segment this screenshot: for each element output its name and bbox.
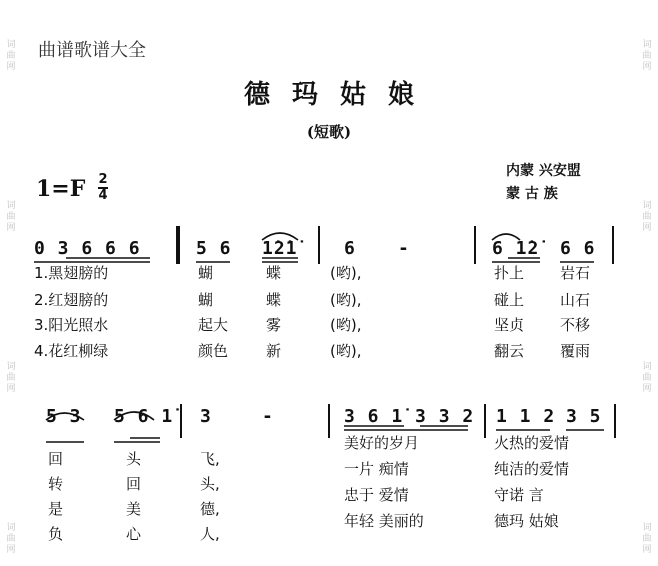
note-group: 3 5 — [566, 406, 602, 427]
lyric-text: 德, — [200, 500, 220, 518]
watermark-char: 网 — [642, 223, 652, 233]
watermark-char: 网 — [6, 223, 16, 233]
lyric-text: 是 — [48, 500, 64, 518]
lyric-text: (哟), — [330, 342, 362, 360]
lyric-text: 新 — [266, 342, 282, 360]
lyric-text: 年轻 美丽的 — [344, 512, 424, 530]
lyric-text: 蝴 — [198, 264, 214, 282]
lyric-text: 不移 — [560, 316, 591, 334]
lyric-text: 山石 — [560, 291, 591, 309]
lyric-text: 4.花红柳绿 — [34, 342, 109, 360]
lyric-text: 蝴 — [198, 291, 214, 309]
watermark-char: 曲 — [642, 373, 652, 383]
lyric-text: 回 — [126, 475, 142, 493]
credit-region: 内蒙 兴安盟 — [506, 163, 581, 179]
watermark-char: 曲 — [642, 51, 652, 61]
slur — [492, 234, 520, 240]
lyric-text: 守诺 言 — [494, 486, 544, 504]
watermark-char: 曲 — [6, 212, 16, 222]
note-group: 3 — [200, 406, 212, 427]
note-group: 6 — [344, 238, 356, 259]
note-group: 3 6 1̇ 3 3 2 — [344, 406, 475, 427]
lyric-text: 蝶 — [266, 264, 282, 282]
watermark-char: 曲 — [6, 534, 16, 544]
lyric-text: 回 — [48, 450, 64, 468]
lyric-text: 美 — [126, 500, 142, 518]
slur — [46, 413, 84, 420]
credit-ethnicity: 蒙 古 族 — [506, 186, 558, 202]
watermark-char: 网 — [6, 384, 16, 394]
lyric-text: 一片 痴情 — [344, 460, 409, 478]
lyric-text: 火热的爱情 — [494, 434, 570, 452]
watermark-char: 网 — [6, 62, 16, 72]
watermark-char: 曲 — [642, 212, 652, 222]
lyric-text: (哟), — [330, 316, 362, 334]
note-group: 6 6 — [560, 238, 596, 259]
watermark-char: 网 — [642, 62, 652, 72]
lyric-text: 头 — [126, 450, 142, 468]
lyric-text: 心 — [126, 525, 142, 543]
lyric-text: 1.黑翅膀的 — [34, 264, 109, 282]
watermark-char: 词 — [6, 40, 16, 50]
note-group: 5 3 — [46, 406, 82, 427]
watermark-char: 词 — [6, 523, 16, 533]
watermark-char: 词 — [642, 523, 652, 533]
note-group: 1 1 2 — [496, 406, 556, 427]
lyric-text: 覆雨 — [560, 342, 591, 360]
lyric-text: 颜色 — [198, 342, 229, 360]
key-signature: 1=F — [36, 176, 86, 202]
lyric-text: 蝶 — [266, 291, 282, 309]
song-title: 德玛姑娘 — [243, 80, 436, 110]
lyric-text: 德玛 姑娘 — [494, 512, 559, 530]
lyric-text: 碰上 — [494, 291, 525, 309]
note-group: 5 6 1̇ — [114, 406, 174, 427]
lyric-text: 负 — [48, 525, 64, 543]
lyric-text: (哟), — [330, 291, 362, 309]
note-group: 6 1̇2̇ — [492, 238, 540, 259]
site-title: 曲谱歌谱大全 — [38, 40, 146, 61]
lyric-text: 人, — [200, 525, 220, 543]
watermark-char: 曲 — [6, 373, 16, 383]
note-group: 1̇2̇1̇ — [262, 238, 298, 259]
lyric-text: 头, — [200, 475, 220, 493]
lyric-text: 雾 — [266, 316, 282, 334]
song-subtitle: (短歌) — [306, 123, 352, 141]
lyric-text: 转 — [48, 475, 64, 493]
slur — [114, 412, 154, 420]
note-group: - — [398, 238, 410, 259]
watermark-char: 词 — [642, 40, 652, 50]
lyric-text: (哟), — [330, 264, 362, 282]
watermark-char: 曲 — [642, 534, 652, 544]
watermark-char: 曲 — [6, 51, 16, 61]
lyric-text: 飞, — [200, 450, 220, 468]
lyric-text: 纯洁的爱情 — [494, 460, 570, 478]
watermark-char: 词 — [6, 201, 16, 211]
lyric-text: 忠于 爱情 — [344, 486, 409, 504]
lyric-text: 3.阳光照水 — [34, 316, 109, 334]
time-numerator: 2 — [98, 172, 108, 187]
note-group: 5 6 — [196, 238, 232, 259]
time-denominator: 4 — [98, 188, 108, 203]
lyric-text: 岩石 — [560, 264, 591, 282]
note-group: - — [262, 406, 274, 427]
lyric-text: 2.红翅膀的 — [34, 291, 109, 309]
lyric-text: 坚贞 — [494, 316, 525, 334]
note-group: 0 3 6 6 6 — [34, 238, 141, 259]
lyric-text: 起大 — [198, 316, 229, 334]
watermark-char: 网 — [642, 545, 652, 555]
slur — [262, 233, 298, 240]
lyric-text: 扑上 — [494, 264, 525, 282]
lyric-text: 美好的岁月 — [344, 434, 420, 452]
watermark-char: 网 — [642, 384, 652, 394]
watermark-char: 词 — [6, 362, 16, 372]
lyric-text: 翻云 — [494, 342, 525, 360]
watermark-char: 词 — [642, 362, 652, 372]
watermark-char: 网 — [6, 545, 16, 555]
watermark-char: 词 — [642, 201, 652, 211]
